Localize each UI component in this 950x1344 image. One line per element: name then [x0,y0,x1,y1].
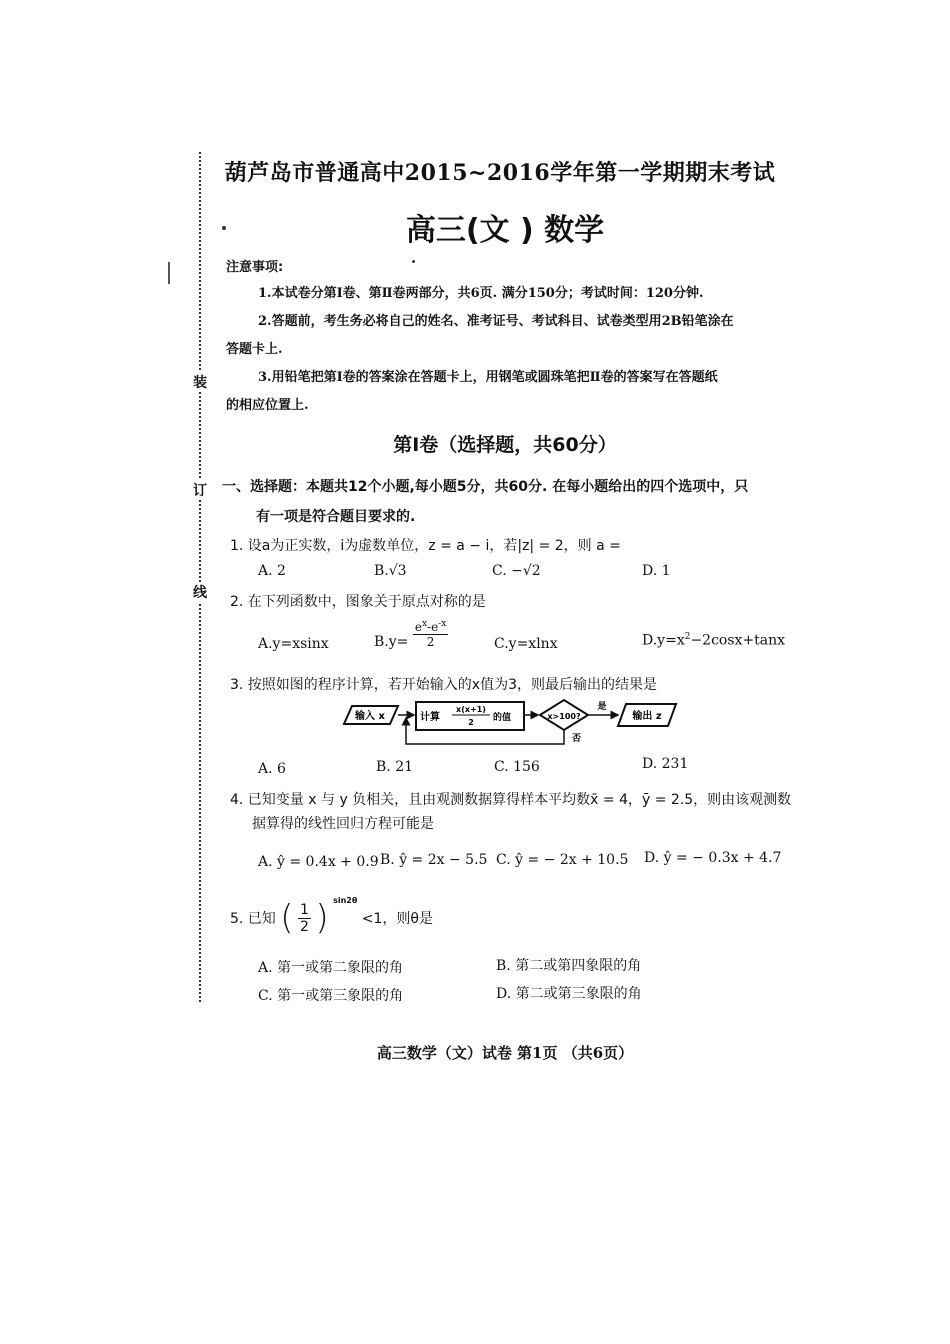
binding-char-xian: 线 [191,582,209,602]
q2-option-b-denominator: 2 [426,635,435,649]
q2-option-b-fraction [413,619,448,649]
q4-option-a: A. ŷ = 0.4x + 0.9 [258,854,379,870]
q2-option-b [374,618,448,650]
q5-left-paren: ( [280,898,294,938]
binding-line [199,152,201,1002]
flow-calc-numerator: x(x+1) [456,705,486,714]
scan-dot [412,260,415,263]
binding-char-zhuang: 装 [191,372,209,392]
exam-title: 葫芦岛市普通高中2015~2016学年第一学期期末考试 [224,160,776,186]
note-item: 的相应位置上. [226,398,309,413]
question-3-stem: 3. 按照如图的程序计算，若开始输入的x值为3，则最后输出的结果是 [230,677,657,693]
q1-option-a: A. 2 [258,563,286,579]
question-4-stem: 4. 已知变量 x 与 y 负相关，且由观测数据算得样本平均数x̄ = 4，ȳ = 2.5，则由该观测数 [230,792,792,808]
margin-mark [168,262,170,284]
q5-right-paren: ) [315,898,329,938]
q2-option-a: A.y=xsinx [258,636,329,652]
q5-option-b: B. 第二或第四象限的角 [496,958,642,974]
exam-subtitle: 高三(文 ) 数学 [405,213,605,248]
instructions-line: 一、选择题：本题共12个小题,每小题5分，共60分. 在每小题给出的四个选项中，只 [222,479,749,495]
q5-option-d: D. 第二或第三象限的角 [496,986,642,1002]
q5-fraction [298,902,311,935]
notes-heading: 注意事项: [226,260,284,275]
q4-option-b: B. ŷ = 2x − 5.5 [380,852,488,868]
question-4-stem-cont: 据算得的线性回归方程可能是 [252,816,434,832]
q4-option-d: D. ŷ = − 0.3x + 4.7 [644,850,782,866]
flow-input-label: 输入 x [355,711,385,722]
q5-fraction-numerator: 1 [299,901,309,918]
q5-option-a: A. 第一或第二象限的角 [258,960,404,976]
note-item: 3.用铅笔把第Ⅰ卷的答案涂在答题卡上，用钢笔或圆珠笔把Ⅱ卷的答案写在答题纸 [258,370,718,385]
q1-option-c: C. −√2 [492,563,541,579]
question-1-stem: 1. 设a为正实数，i为虚数单位，z = a − i，若|z| = 2，则 a = [230,538,621,554]
q5-option-c: C. 第一或第三象限的角 [258,988,404,1004]
q5-exponent: sin2θ [333,896,358,905]
flow-calc-prefix: 计算 [420,712,440,723]
q1-option-d: D. 1 [642,563,671,579]
q2-option-b-prefix: B.y= [374,634,409,650]
flow-output-label: 输出 z [632,711,662,722]
note-item: 2.答题前，考生务必将自己的姓名、准考证号、考试科目、试卷类型用2B铅笔涂在 [258,314,734,329]
q5-fraction-denominator: 2 [299,918,309,935]
binding-char-ding: 订 [191,480,209,500]
section-title: 第Ⅰ卷（选择题，共60分） [393,434,617,456]
note-item: 1.本试卷分第Ⅰ卷、第Ⅱ卷两部分，共6页. 满分150分；考试时间：120分钟. [258,286,704,301]
question-2-stem: 2. 在下列函数中，图象关于原点对称的是 [230,594,486,610]
flow-calc-suffix: 的值 [493,713,512,723]
q4-option-c: C. ŷ = − 2x + 10.5 [496,852,629,868]
q2-option-b-numerator: $e^x-e^{-x}$ [414,619,447,634]
q2-option-c: C.y=xlnx [494,636,558,652]
q3-option-d: D. 231 [642,756,689,772]
q5-prefix: 5. 已知 [230,911,276,927]
note-item: 答题卡上. [226,342,283,357]
q5-suffix: <1，则θ是 [361,911,433,927]
program-flowchart [340,694,680,750]
page-footer: 高三数学（文）试卷 第1页 （共6页） [376,1044,634,1062]
flow-decision-label: x>100? [547,712,581,721]
q3-option-a: A. 6 [258,761,286,777]
q3-option-c: C. 156 [494,759,540,775]
q1-option-b: B.√3 [374,563,407,579]
q3-option-b: B. 21 [376,759,414,775]
question-5-stem [230,898,433,938]
flow-yes-label: 是 [597,702,607,712]
flow-calc-denominator: 2 [468,718,474,727]
q2-option-d: $D.y=x^2-2\cos x+\tan x$ [642,632,786,649]
flow-no-label: 否 [572,734,582,744]
instructions-line: 有一项是符合题目要求的. [256,509,416,525]
